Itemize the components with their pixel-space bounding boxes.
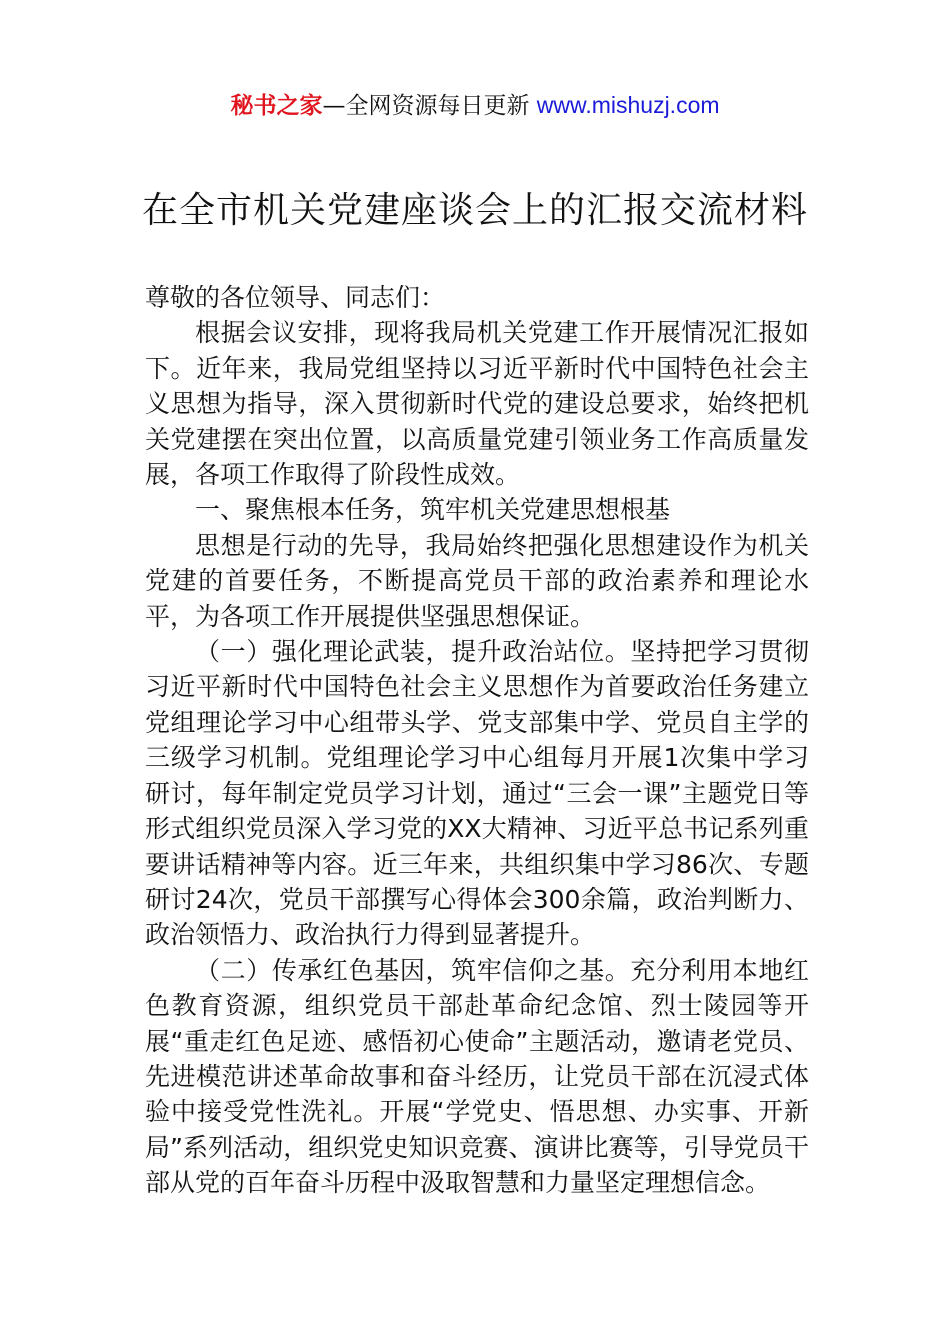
- site-brand: 秘书之家: [230, 93, 323, 119]
- intro-paragraph: 根据会议安排，现将我局机关党建工作开展情况汇报如下。近年来，我局党组坚持以习近平新时代中国特色社会主义思想为指导，深入贯彻新时代党的建设总要求，始终把机关党建摆在突出位置，以高质量党建引领业务工作高质量发展，各项工作取得了阶段性成效。: [145, 318, 809, 490]
- site-url-link[interactable]: www.mishuzj.com: [536, 92, 720, 118]
- document-title: 在全市机关党建座谈会上的汇报交流材料: [141, 190, 808, 231]
- site-header: [0, 88, 950, 123]
- document-body: [145, 280, 809, 1201]
- site-tagline: —全网资源每日更新: [322, 93, 537, 119]
- subsection-paragraph-1: （一）强化理论武装，提升政治站位。坚持把学习贯彻习近平新时代中国特色社会主义思想作为首要政治任务建立党组理论学习中心组带头学、党支部集中学、党员自主学的三级学习机制。党组理论学习中心组每月开展1次集中学习研讨，每年制定党员学习计划，通过“三会一课”主题党日等形式组织党员深入学习党的XX大精神、习近平总书记系列重要讲话精神等内容。近三年来，共组织集中学习86次、专题研讨24次，党员干部撰写心得体会300余篇，政治判断力、政治领悟力、政治执行力得到显著提升。: [145, 637, 809, 950]
- section-intro-paragraph: 思想是行动的先导，我局始终把强化思想建设作为机关党建的首要任务，不断提高党员干部的政治素养和理论水平，为各项工作开展提供坚强思想保证。: [145, 530, 809, 631]
- section-heading: 一、聚焦根本任务，筑牢机关党建思想根基: [195, 495, 671, 525]
- subsection-paragraph-2: （二）传承红色基因，筑牢信仰之基。充分利用本地红色教育资源，组织党员干部赴革命纪念馆、烈士陵园等开展“重走红色足迹、感悟初心使命”主题活动，邀请老党员、先进模范讲述革命故事和奋斗经历，让党员干部在沉浸式体验中接受党性洗礼。开展“学党史、悟思想、办实事、开新局”系列活动，组织党史知识竞赛、演讲比赛等，引导党员干部从党的百年奋斗历程中汲取智慧和力量坚定理想信念。: [145, 955, 809, 1198]
- salutation: 尊敬的各位领导、同志们：: [145, 283, 446, 312]
